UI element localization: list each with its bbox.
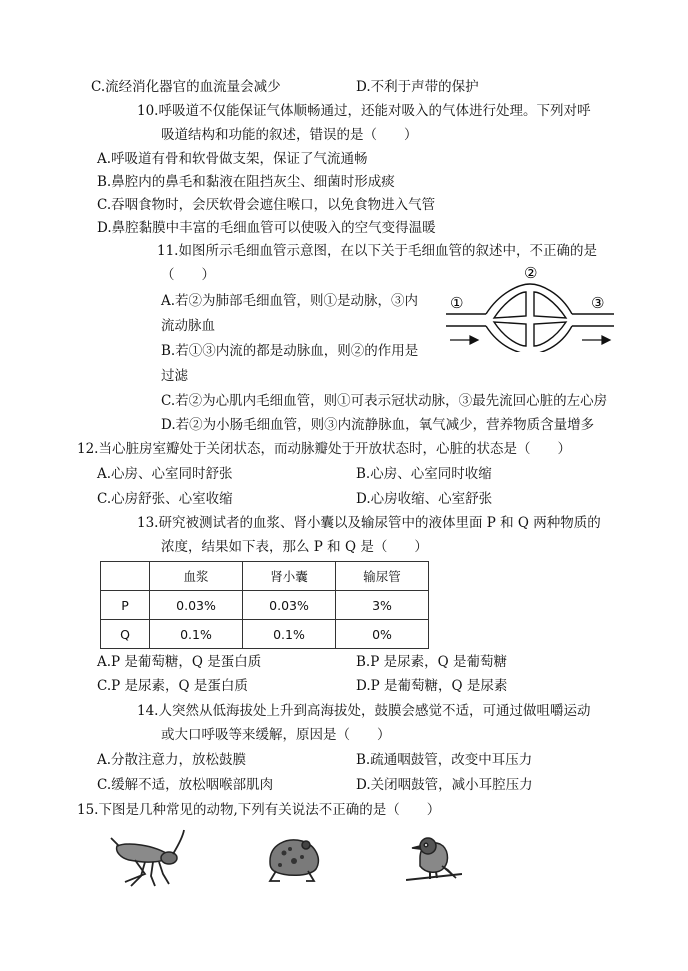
- option-12b: B.心房、心室同时收缩: [356, 466, 492, 482]
- diagram-label-1: ①: [450, 294, 464, 312]
- option-12c: C.心房舒张、心室收缩: [97, 491, 233, 507]
- question-15: 15.下图是几种常见的动物,下列有关说法不正确的是（ ）: [77, 802, 441, 818]
- concentration-table: [100, 561, 429, 649]
- table-cell: P: [101, 591, 150, 620]
- question-11-line1: 11.如图所示毛细血管示意图，在以下关于毛细血管的叙述中，不正确的是: [157, 243, 597, 259]
- option-13b: B.P 是尿素，Q 是葡萄糖: [356, 654, 507, 670]
- option-11c: C.若②为心肌内毛细血管，则①可表示冠状动脉，③最先流回心脏的左心房: [161, 393, 608, 409]
- table-header: [101, 562, 150, 591]
- option-10b: B.鼻腔内的鼻毛和黏液在阻挡灰尘、细菌时形成痰: [97, 174, 395, 190]
- table-cell: 0.03%: [243, 591, 336, 620]
- option-10a: A.呼吸道有骨和软骨做支架，保证了气流通畅: [97, 151, 368, 167]
- table-header: 肾小囊: [243, 562, 336, 591]
- option-14d: D.关闭咽鼓管，减小耳腔压力: [356, 777, 533, 793]
- table-row: [101, 591, 429, 620]
- table-header: 血浆: [150, 562, 243, 591]
- bird-icon: [406, 830, 462, 888]
- table-cell: 3%: [336, 591, 429, 620]
- option-10c: C.吞咽食物时，会厌软骨会遮住喉口，以免食物进入气管: [97, 197, 436, 213]
- diagram-label-3: ③: [591, 294, 605, 312]
- option-11a-line1: A.若②为肺部毛细血管，则①是动脉，③内: [161, 293, 419, 309]
- table-header-row: [101, 562, 429, 591]
- table-header: 输尿管: [336, 562, 429, 591]
- table-cell: Q: [101, 620, 150, 649]
- flow-arrows: [450, 336, 610, 344]
- table-cell: 0%: [336, 620, 429, 649]
- table-row: [101, 620, 429, 649]
- option-9c: C.流经消化器官的血流量会减少: [91, 79, 281, 95]
- question-14-line1: 14.人突然从低海拔处上升到高海拔处，鼓膜会感觉不适，可通过做咀嚼运动: [137, 703, 591, 719]
- table-cell: 0.1%: [150, 620, 243, 649]
- question-10-line1: 10.呼吸道不仅能保证气体顺畅通过，还能对吸入的气体进行处理。下列对呼: [137, 103, 591, 119]
- option-13a: A.P 是葡萄糖，Q 是蛋白质: [97, 654, 262, 670]
- option-11b-line2: 过滤: [161, 368, 188, 384]
- option-11a-line2: 流动脉血: [161, 318, 215, 334]
- capillary-diagram: [440, 262, 620, 352]
- question-11-line2: （ ）: [161, 267, 215, 283]
- question-14-line2: 或大口呼吸等来缓解，原因是（ ）: [161, 727, 391, 743]
- option-13c: C.P 是尿素，Q 是蛋白质: [97, 678, 248, 694]
- option-14c: C.缓解不适，放松咽喉部肌肉: [97, 777, 274, 793]
- diagram-label-2: ②: [524, 264, 538, 282]
- option-13d: D.P 是葡萄糖，Q 是尿素: [356, 678, 508, 694]
- question-13-line1: 13.研究被测试者的血浆、肾小囊以及输尿管中的液体里面 P 和 Q 两种物质的: [137, 515, 601, 531]
- option-11b-line1: B.若①③内流的都是动脉血，则②的作用是: [161, 343, 419, 359]
- question-12: 12.当心脏房室瓣处于关闭状态，而动脉瓣处于开放状态时，心脏的状态是（ ）: [77, 441, 571, 457]
- option-14b: B.疏通咽鼓管，改变中耳压力: [356, 752, 533, 768]
- question-13-line2: 浓度，结果如下表，那么 P 和 Q 是（ ）: [161, 539, 428, 555]
- table-cell: 0.1%: [243, 620, 336, 649]
- option-10d: D.鼻腔黏膜中丰富的毛细血管可以使吸入的空气变得温暖: [97, 220, 436, 236]
- table-cell: 0.03%: [150, 591, 243, 620]
- option-9d: D.不利于声带的保护: [356, 79, 479, 95]
- option-12a: A.心房、心室同时舒张: [97, 466, 233, 482]
- option-11d: D.若②为小肠毛细血管，则③内流静脉血，氧气减少，营养物质含量增多: [161, 417, 595, 433]
- grasshopper-icon: [105, 826, 185, 888]
- option-14a: A.分散注意力，放松鼓膜: [97, 752, 247, 768]
- question-10-line2: 吸道结构和功能的叙述，错误的是（ ）: [161, 127, 418, 143]
- frog-icon: [262, 831, 324, 883]
- option-12d: D.心房收缩、心室舒张: [356, 491, 493, 507]
